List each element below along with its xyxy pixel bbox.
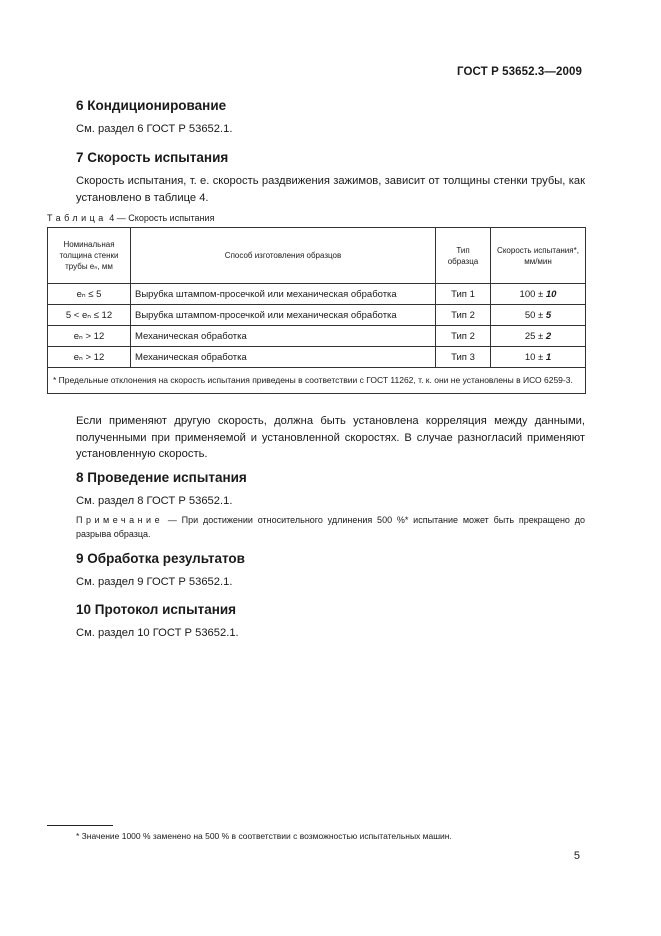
speed-table: [47, 227, 586, 394]
table-row: [48, 326, 586, 347]
speed-tolerance: 2: [545, 330, 552, 342]
speed-value: 25 ±: [524, 330, 546, 342]
speed-tolerance: 5: [545, 309, 552, 321]
table-caption-rest: 4 — Скорость испытания: [106, 213, 215, 223]
table-row: [48, 305, 586, 326]
cell-type: Тип 2: [436, 305, 491, 326]
speed-value: 100 ±: [519, 288, 546, 300]
cell-method: Вырубка штампом-просечкой или механическая обработка: [131, 284, 436, 305]
section-10-title: 10 Протокол испытания: [76, 602, 237, 617]
note: [76, 513, 585, 541]
header-type: Тип образца: [436, 228, 491, 284]
page-footnote: * Значение 1000 % заменено на 500 % в соответствии с возможностью испытательных машин.: [76, 831, 452, 841]
speed-value: 10 ±: [524, 351, 546, 363]
note-label: Примечание: [76, 515, 164, 525]
document-code: ГОСТ Р 53652.3—2009: [457, 66, 582, 78]
page-number: 5: [573, 850, 580, 862]
cell-method: Механическая обработка: [131, 347, 436, 368]
cell-thickness: eₙ > 12: [48, 347, 131, 368]
speed-value: 50 ±: [524, 309, 546, 321]
note-text: — При достижении относительного удлинения 500 %* испытание может быть прекращено до разрыва образца.: [76, 515, 585, 539]
table-caption-label: Таблица: [47, 213, 107, 223]
section-8-text: См. раздел 8 ГОСТ Р 53652.1.: [76, 495, 233, 507]
header-speed: Скорость испытания*, мм/мин: [491, 228, 586, 284]
cell-type: Тип 1: [436, 284, 491, 305]
cell-method: Механическая обработка: [131, 326, 436, 347]
cell-method: Вырубка штампом-просечкой или механическая обработка: [131, 305, 436, 326]
speed-tolerance: 1: [545, 351, 552, 363]
after-table-text: Если применяют другую скорость, должна быть установлена корреляция между данными, полученными при применяемой и установленной скоростях. В случае разногласий применяют установленную скорость.: [76, 415, 585, 460]
section-6-title: 6 Кондиционирование: [76, 98, 227, 113]
cell-speed: [491, 305, 586, 326]
section-7-text: Скорость испытания, т. е. скорость раздвижения зажимов, зависит от толщины стенки трубы, как установлено в таблице 4.: [76, 175, 585, 204]
cell-thickness: 5 < eₙ ≤ 12: [48, 305, 131, 326]
speed-tolerance: 10: [545, 288, 557, 300]
cell-thickness: eₙ ≤ 5: [48, 284, 131, 305]
section-6-text: См. раздел 6 ГОСТ Р 53652.1.: [76, 123, 233, 135]
section-9-title: 9 Обработка результатов: [76, 551, 245, 566]
cell-speed: [491, 326, 586, 347]
header-thickness: Номинальная толщина стенки трубы eₙ, мм: [48, 228, 131, 284]
table-footnote: * Предельные отклонения на скорость испытания приведены в соответствии с ГОСТ 11262, т. к. они не установлены в ИСО 6259-3.: [48, 368, 586, 394]
cell-speed: [491, 347, 586, 368]
table-footnote-row: [48, 368, 586, 394]
section-10-text: См. раздел 10 ГОСТ Р 53652.1.: [76, 627, 239, 639]
section-9-text: См. раздел 9 ГОСТ Р 53652.1.: [76, 576, 233, 588]
footnote-divider: [47, 825, 113, 826]
cell-thickness: eₙ > 12: [48, 326, 131, 347]
table-row: [48, 284, 586, 305]
section-8-title: 8 Проведение испытания: [76, 470, 247, 485]
table-header-row: [48, 228, 586, 284]
section-7-title: 7 Скорость испытания: [76, 150, 229, 165]
table-row: [48, 347, 586, 368]
header-method: Способ изготовления образцов: [131, 228, 436, 284]
cell-type: Тип 2: [436, 326, 491, 347]
cell-type: Тип 3: [436, 347, 491, 368]
cell-speed: [491, 284, 586, 305]
table-caption: [47, 213, 214, 223]
